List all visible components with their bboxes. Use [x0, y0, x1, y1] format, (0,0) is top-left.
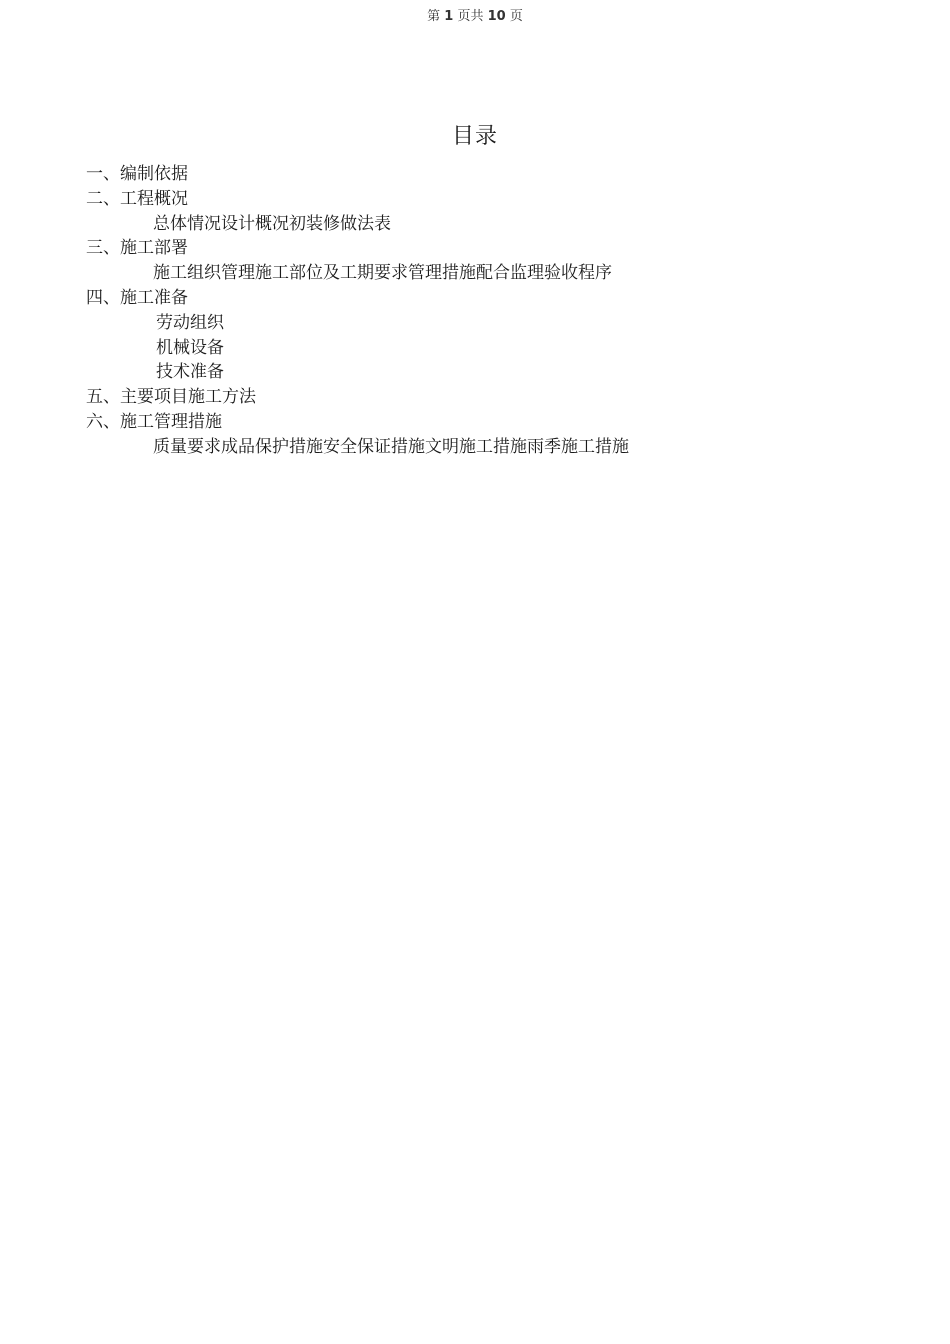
toc-section-4-labor: 劳动组织	[156, 312, 224, 333]
toc-section-6-subitems: 质量要求成品保护措施安全保证措施文明施工措施雨季施工措施	[153, 436, 629, 457]
toc-section-6: 六、施工管理措施	[86, 411, 222, 432]
page-total-number: 10	[487, 9, 506, 24]
page-header	[0, 5, 950, 24]
toc-title: 目录	[451, 124, 498, 149]
page-header-suffix: 页	[509, 9, 523, 24]
toc-section-1: 一、编制依据	[86, 164, 188, 184]
toc-section-5: 五、主要项目施工方法	[86, 387, 256, 408]
page-header-middle: 页共	[457, 9, 484, 24]
toc-section-4-technical: 技术准备	[156, 362, 224, 383]
toc-section-2-subitems: 总体情况设计概况初装修做法表	[153, 213, 391, 234]
page-current-number: 1	[444, 9, 454, 24]
table-of-contents	[0, 162, 950, 460]
toc-section-4-machinery: 机械设备	[156, 337, 224, 358]
page-header-prefix: 第	[427, 9, 441, 24]
toc-section-4: 四、施工准备	[86, 287, 188, 308]
toc-section-3: 三、施工部署	[86, 238, 188, 259]
toc-section-3-subitems: 施工组织管理施工部位及工期要求管理措施配合监理验收程序	[153, 263, 612, 284]
toc-section-2: 二、工程概况	[86, 188, 188, 209]
